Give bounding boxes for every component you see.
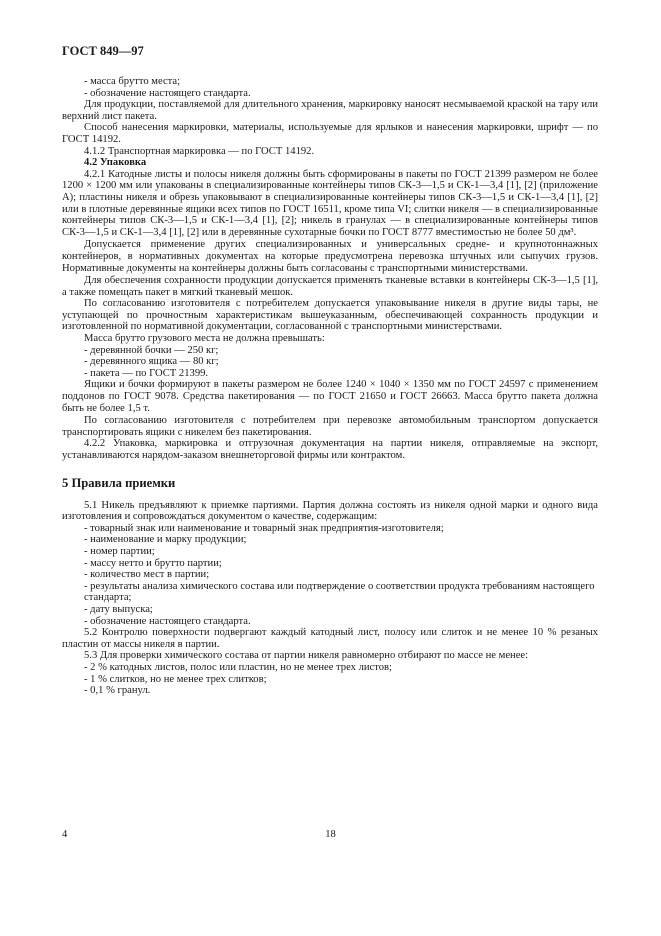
paragraph: 5.1 Никель предъявляют к приемке партиями. Партия должна состоять из никеля одной марки и одного вида изготовления и сопровождаться документом о качестве, содержащим:	[62, 499, 598, 523]
paragraph: Для продукции, поставляемой для длительного хранения, маркировку наносят несмываемой краской на тару или верхний лист пакета.	[62, 99, 598, 122]
list-item: - обозначение настоящего стандарта.	[84, 615, 251, 627]
list-item: - массу нетто и брутто партии;	[84, 557, 222, 569]
list-item: - номер партии;	[84, 545, 155, 557]
list-item: - деревянного ящика — 80 кг;	[84, 356, 219, 368]
paragraph: Ящики и бочки формируют в пакеты размером не более 1240 × 1040 × 1350 мм по ГОСТ 24597 с применением поддонов по ГОСТ 9078. Средства пакетирования — по ГОСТ 21650 и ГОСТ 26663. Масса брутто пакета должна быть не более 1,5 т.	[62, 379, 598, 414]
page-number-global: 18	[325, 829, 336, 840]
list-item: - 1 % слитков, но не менее трех слитков;	[84, 673, 267, 685]
paragraph: 4.1.2 Транспортная маркировка — по ГОСТ 14192.	[84, 145, 315, 157]
paragraph: Способ нанесения маркировки, материалы, используемые для ярлыков и нанесения маркировки, шрифт — по ГОСТ 14192.	[62, 122, 598, 145]
list-item: - пакета — по ГОСТ 21399.	[84, 367, 209, 379]
list-item: - наименование и марку продукции;	[84, 534, 247, 546]
page-number-local: 4	[62, 829, 68, 840]
subsection-heading: 4.2 Упаковка	[84, 157, 147, 169]
list-item: - результаты анализа химического состава или подтверждение о соответствии продукта требованиям настоящего стандарта;	[84, 580, 595, 604]
paragraph: Масса брутто грузового места не должна превышать:	[84, 333, 325, 345]
paragraph: 4.2.1 Катодные листы и полосы никеля должны быть сформированы в пакеты по ГОСТ 21399 размером не более 1200 × 1200 мм или упакованы в специализированные контейнеры типов СК-3—1,5 и СК-1—3,4 [1], [2] (приложение А); пластины никеля и обрезь упаковывают в специализированные контейнеры типов СК-3—1,5 и СК-1—3,4 [1], [2] или в плотные деревянные ящики всех типов по ГОСТ 16511, кроме типа VI; слитки никеля — в специализированные контейнеры типов СК-3—1,5 и СК-1—3,4 [1], [2]; никель в гранулах — в специализированные контейнеры типов СК-3—1,5 и СК-1—3,4 [1], [2] или в деревянные сухотарные бочки по ГОСТ 8777 вместимостью не более 50 дм³.	[62, 168, 598, 238]
list-item: - товарный знак или наименование и товарный знак предприятия-изготовителя;	[84, 522, 444, 534]
list-item: - обозначение настоящего стандарта.	[84, 87, 251, 99]
paragraph: Допускается применение других специализированных и универсальных средне- и крупнотоннажных контейнеров, в нормативных документах на которые предусмотрена перевозка штучных или сыпучих грузов. Нормативные документы на контейнеры должны быть согласованы с транспортными министерствами.	[62, 239, 598, 274]
document-header: ГОСТ 849—97	[62, 44, 144, 58]
list-item: - дату выпуска;	[84, 603, 153, 615]
list-item: - 2 % катодных листов, полос или пластин, но не менее трех листов;	[84, 661, 392, 673]
paragraph: По согласованию изготовителя с потребителем при перевозке автомобильным транспортом допускается транспортировать ящики с никелем без пакетирования.	[62, 415, 598, 438]
section-heading: 5 Правила приемки	[62, 475, 176, 490]
paragraph: По согласованию изготовителя с потребителем допускается упаковывание никеля в другие виды тары, не уступающей по прочностным характеристикам вышеуказанным, обеспечивающей сохранность продукции и изготовленной по нормативной документации, согласованной с транспортными министерствами.	[62, 298, 598, 333]
paragraph: 4.2.2 Упаковка, маркировка и отгрузочная документация на партии никеля, отправляемые на экспорт, устанавливаются нарядом-заказом внешнеторговой фирмы или контрактом.	[62, 438, 598, 461]
paragraph: 5.3 Для проверки химического состава от партии никеля равномерно отбирают по массе не менее:	[84, 650, 529, 662]
list-item: - количество мест в партии;	[84, 569, 210, 581]
paragraph: 5.2 Контролю поверхности подвергают каждый катодный лист, полосу или слиток и не менее 10 % резаных пластин от массы никеля в партии.	[62, 627, 598, 650]
list-item: - 0,1 % гранул.	[84, 685, 151, 697]
list-item: - деревянной бочки — 250 кг;	[84, 344, 219, 356]
paragraph: Для обеспечения сохранности продукции допускается применять тканевые вставки в контейнеры СК-3—1,5 [1], а также помещать пакет в мягкий тканевый мешок.	[62, 275, 598, 298]
list-item: - масса брутто места;	[84, 76, 181, 87]
document-body	[62, 76, 598, 697]
